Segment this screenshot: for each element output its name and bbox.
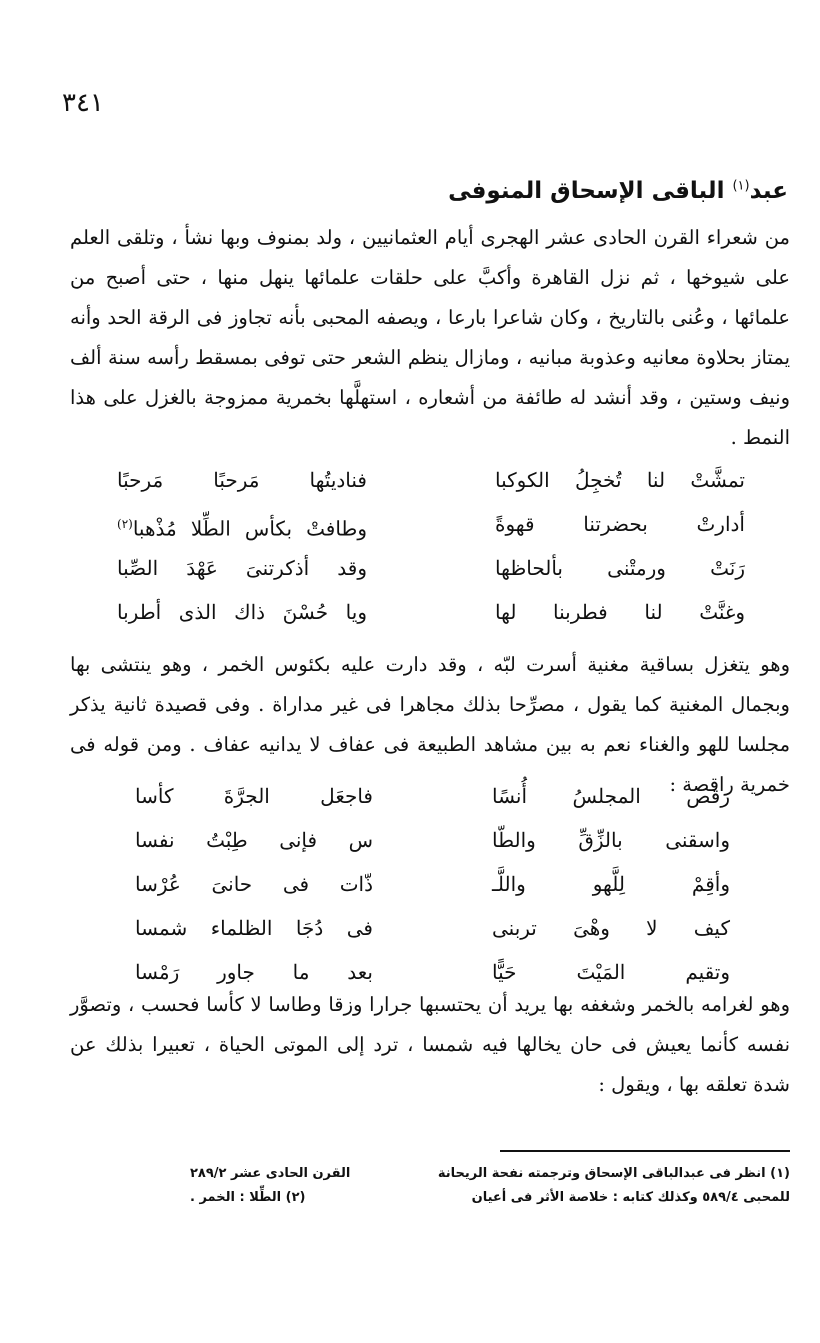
- hemistich-first: رَنَتْ ورمتْنى بألحاظها: [495, 556, 745, 580]
- text-line: من شعراء القرن الحادى عشر الهجرى أيام العثمانيين ، ولد بمنوف وبها نشأ ، وتلقى العلم على: [70, 226, 790, 289]
- text-line: شيوخها ، ثم نزل القاهرة وأكبَّ على حلقات علمائها ينهل منها ، حتى أصبح من علمائها ، وعُنى: [70, 266, 790, 329]
- footnote-1-text: (١) انظر فى عبدالباقى الإسحاق وترجمته نفحة الريحانة: [437, 1166, 790, 1181]
- poem-verse: [117, 458, 745, 502]
- hemistich-first: رقص المجلسُ أُنسًا: [492, 784, 730, 808]
- heading-name: الباقى الإسحاق المنوفى: [448, 178, 733, 204]
- text-line: وهو يتغزل بساقية مغنية أسرت لبّه ، وقد دارت عليه بكئوس الخمر ، وهو ينتشى بها وبجمال: [70, 653, 790, 716]
- poem-1: [117, 458, 745, 634]
- poem-verse: [135, 862, 730, 906]
- text-line: وعذوبة مبانيه ، ومازال ينظم الشعر حتى توفى بمسقط رأسه سنة ألف ونيف وستين ، وقد أنشد له: [70, 346, 790, 409]
- text-line: وهو لغرامه بالخمر وشغفه بها يريد أن يحتسبها جرارا وزقا وطاسا لا كأسا فحسب ، وتصوَّر: [70, 993, 790, 1016]
- text-line: بالتاريخ ، وكان شاعرا بارعا ، ويصفه المحبى بأنه تجاوز فى الرقة الحد وأنه يمتاز بحلاوة معانيه: [70, 306, 791, 369]
- poem-verse: [135, 774, 730, 818]
- hemistich-second: ذّات فى حانىَ عُرْسا: [135, 872, 373, 896]
- hemistich-second: فى دُجَا الظلماء شمسا: [135, 916, 373, 940]
- hemistich-second: بعد ما جاور رَمْسا: [135, 960, 373, 984]
- paragraph-3: [70, 985, 790, 1105]
- hemistich-second: فناديتُها مَرحبًا مَرحبًا: [117, 468, 367, 492]
- page-number: ٣٤١: [62, 88, 104, 118]
- hemistich-second: ويا حُسْنَ ذاك الذى أطربا: [117, 600, 367, 624]
- text-line: طائفة من أشعاره ، استهلَّها بخمرية ممزوجة بالغزل على هذا النمط .: [70, 386, 790, 449]
- poem-2: [135, 774, 730, 994]
- hemistich-text: وطافتْ بكأس الطِّلا مُذْهبا: [132, 516, 367, 541]
- text-line: نفسه كأنما يعيش فى حان يخالها فيه شمسا ، ترد إلى الموتى الحياة ، تعبيرا بذلك عن شدة تعلقه: [70, 1033, 790, 1096]
- hemistich-first: كيف لا وهْىَ تربنى: [492, 916, 730, 940]
- poem-verse: [135, 906, 730, 950]
- hemistich-first: وأقِمْ لِلَّهو واللَّـ: [492, 872, 730, 896]
- hemistich-second: س فإنى طِبْتُ نفسا: [135, 828, 373, 852]
- footnote-1-continuation: القرن الحادى عشر ٢٨٩/٢: [190, 1166, 351, 1181]
- heading-footnote-mark: (١): [732, 178, 750, 194]
- footnote-line: [190, 1162, 790, 1186]
- poem-verse: [117, 590, 745, 634]
- footnote-divider: [500, 1150, 790, 1152]
- hemistich-first: واسقنى بالزِّقِّ والطّا: [492, 828, 730, 852]
- poem-verse: [117, 502, 745, 546]
- footnote-line: [190, 1186, 790, 1210]
- footnote-1-text: للمحبى ٥٨٩/٤ وكذلك كتابه : خلاصة الأثر فى أعيان: [471, 1190, 790, 1205]
- footnotes: [190, 1162, 790, 1210]
- text-line: بها ، ويقول :: [598, 1073, 700, 1096]
- footnote-2-text: (٢) الطِّلا : الخمر .: [190, 1190, 306, 1205]
- footnote-mark-2: (٢): [117, 517, 133, 531]
- section-heading: [68, 178, 788, 204]
- hemistich-first: تمشَّتْ لنا تُخجِلُ الكوكبا: [495, 468, 745, 492]
- hemistich-first: وتقيم المَيْتَ حَيًّا: [492, 960, 730, 984]
- hemistich-second: وقد أذكرتنىَ عَهْدَ الصِّبا: [117, 556, 367, 580]
- hemistich-first: وغنَّتْ لنا فطربنا لها: [495, 600, 745, 624]
- text-line: نعم به بين مشاهد الطبيعة فى عفاف لا يدانيه عفاف . ومن قوله فى خمرية راقصة :: [70, 733, 790, 796]
- paragraph-1: [70, 218, 790, 458]
- text-line: المغنية كما يقول ، مصرِّحا بذلك مجاهرا فى غير مداراة . وفى قصيدة ثانية يذكر مجلسا للهو والغناء: [70, 693, 791, 756]
- hemistich-second: [117, 502, 367, 546]
- hemistich-first: أدارتْ بحضرتنا قهوةً: [495, 512, 745, 536]
- poem-verse: [135, 818, 730, 862]
- hemistich-second: فاجعَل الجرَّةَ كأسا: [135, 784, 373, 808]
- heading-prefix: عبد: [749, 178, 788, 204]
- poem-verse: [117, 546, 745, 590]
